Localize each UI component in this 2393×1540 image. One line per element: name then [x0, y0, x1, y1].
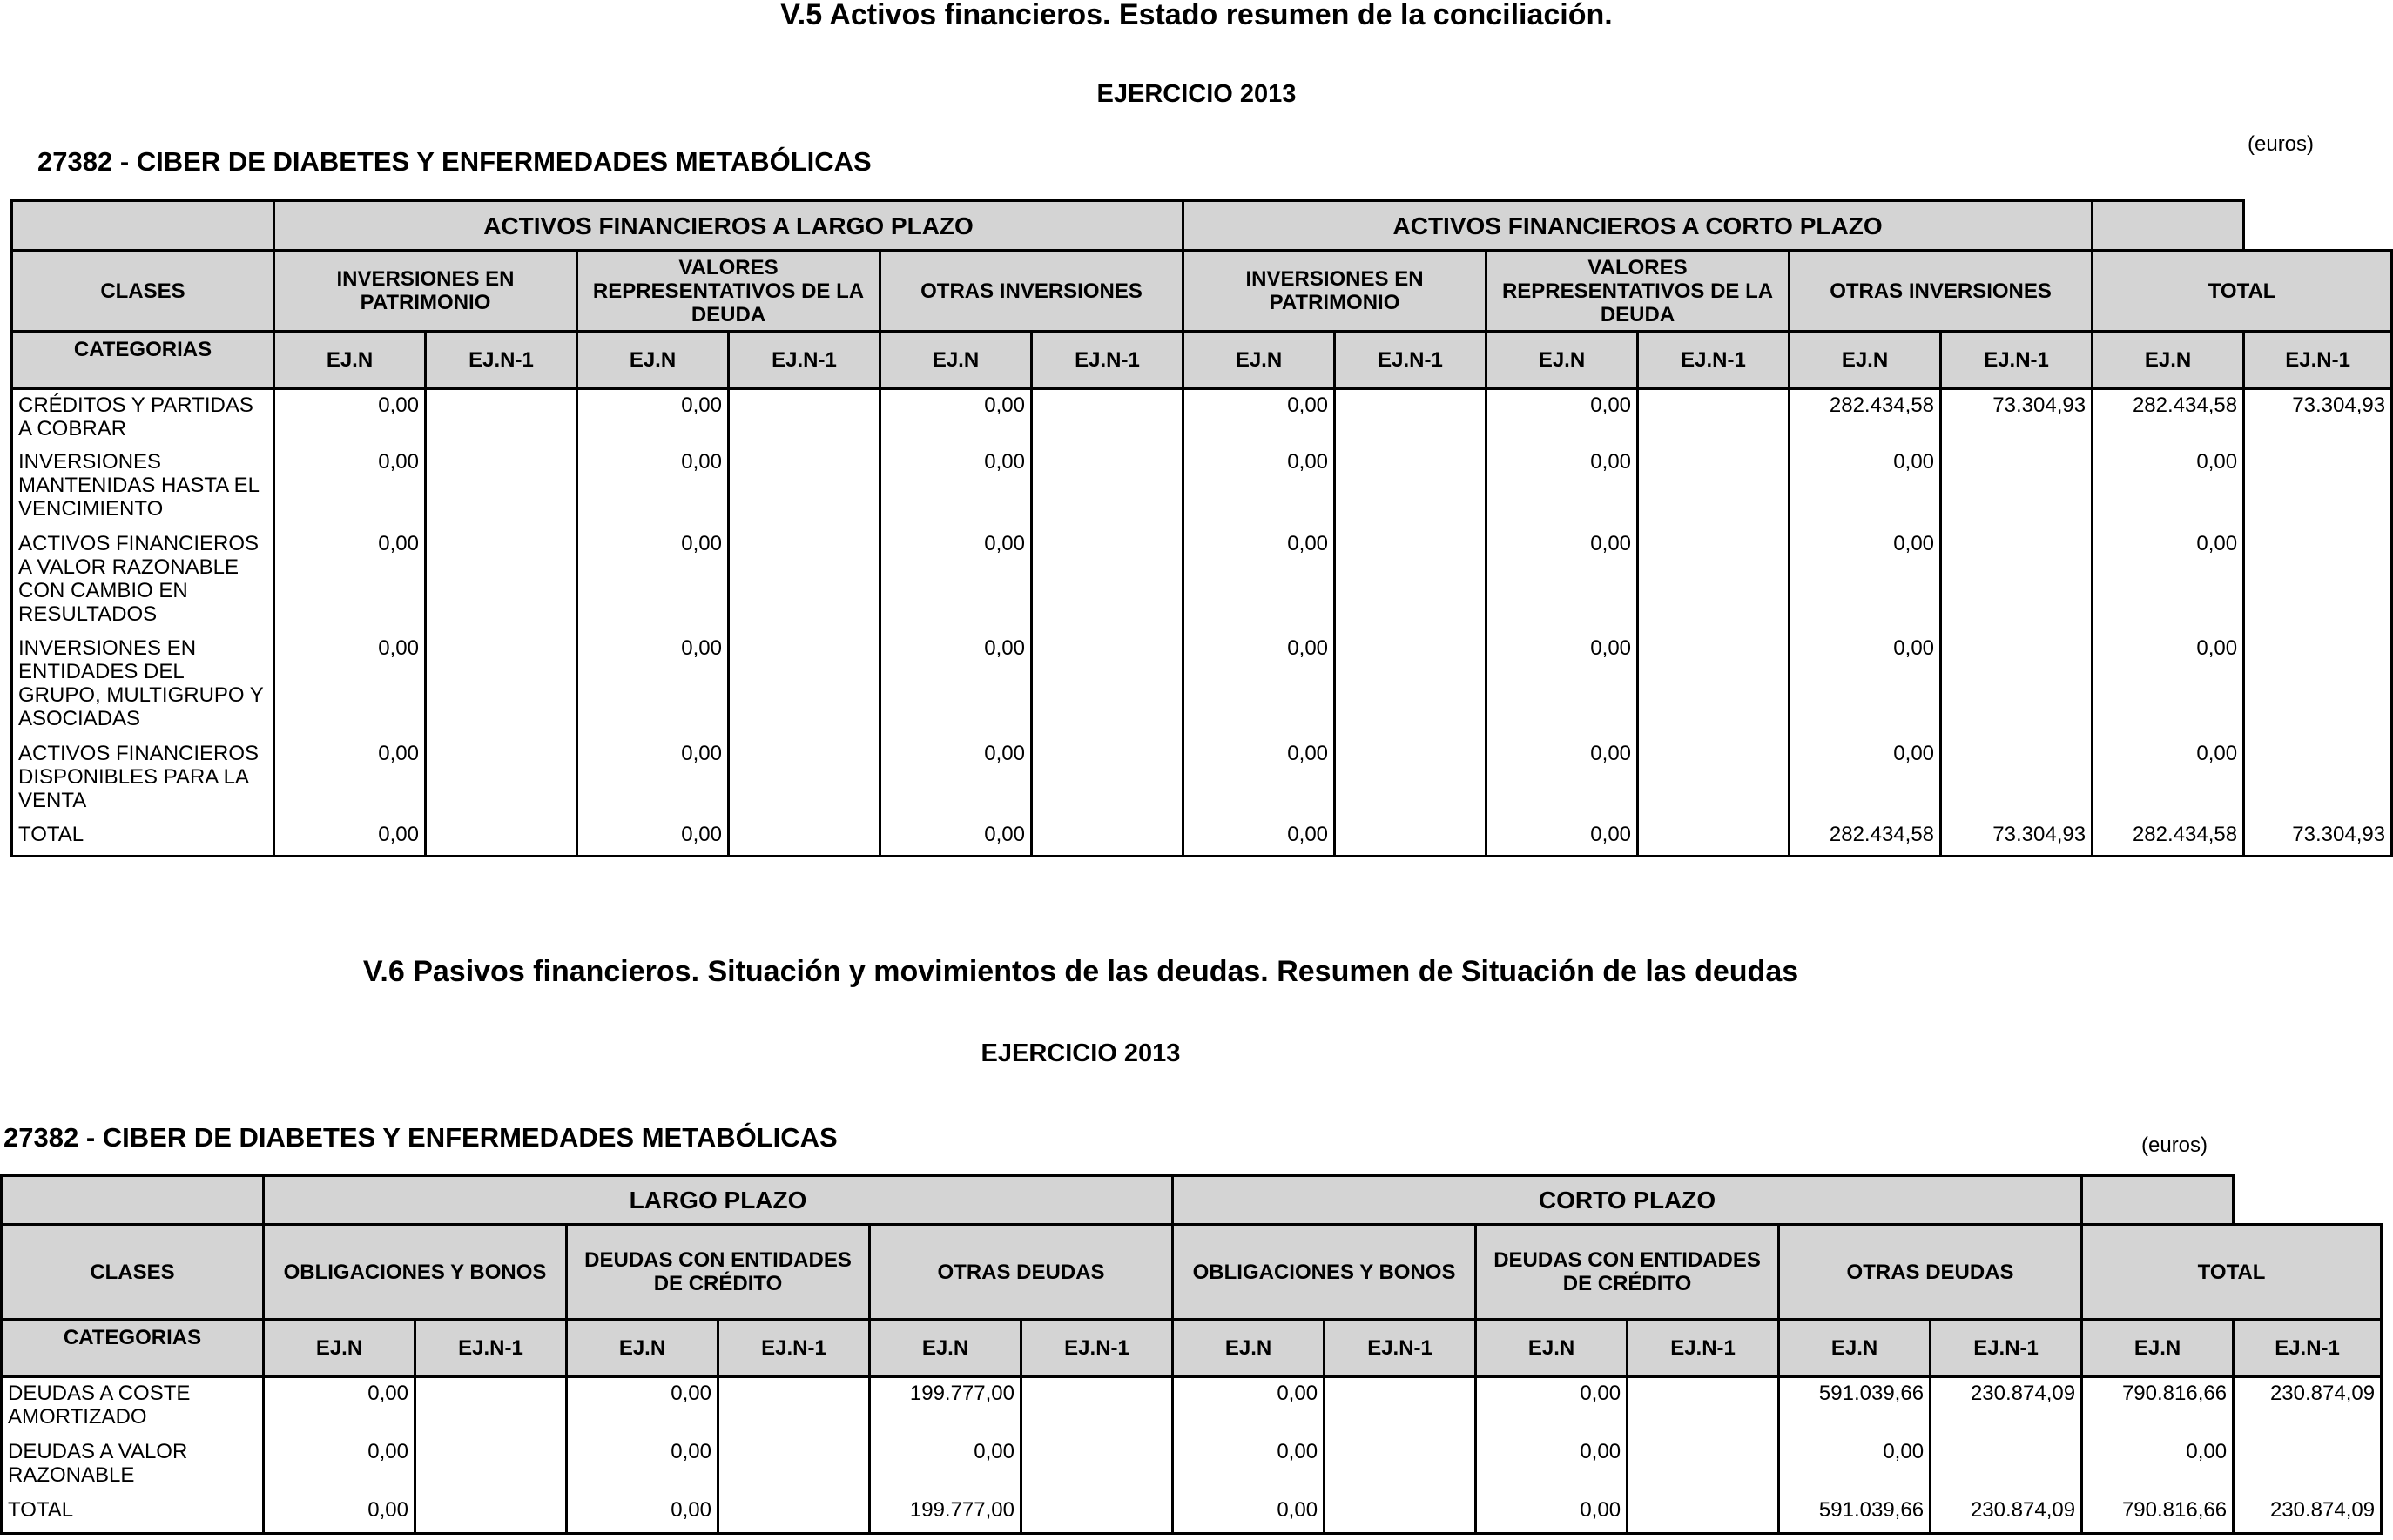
- liabilities-value-cell: 0,00: [1173, 1377, 1325, 1436]
- liabilities-value-cell: 0,00: [264, 1495, 415, 1534]
- assets-value-cell: [1941, 633, 2093, 738]
- liabilities-value-cell: [1021, 1495, 1173, 1534]
- assets-value-cell: 0,00: [1183, 633, 1335, 738]
- liabilities-group-header-row: [2, 1176, 2382, 1225]
- assets-row-label: CRÉDITOS Y PARTIDAS A COBRAR: [12, 389, 274, 447]
- assets-value-cell: 0,00: [577, 528, 729, 633]
- assets-row-label: ACTIVOS FINANCIEROS A VALOR RAZONABLE CON CAMBIO EN RESULTADOS: [12, 528, 274, 633]
- liabilities-row-label: DEUDAS A COSTE AMORTIZADO: [2, 1377, 264, 1436]
- assets-value-cell: [1032, 738, 1183, 819]
- assets-value-cell: 0,00: [1790, 738, 1941, 819]
- assets-sub-header-row: [12, 332, 2392, 389]
- liabilities-cp-col-3-header: OTRAS DEUDAS: [1779, 1225, 2082, 1320]
- liabilities-value-cell: 0,00: [567, 1436, 718, 1495]
- assets-value-cell: [729, 447, 880, 528]
- liabilities-subheader-ejn: EJ.N: [2082, 1320, 2234, 1377]
- assets-value-cell: 282.434,58: [1790, 819, 1941, 857]
- assets-group-header-row: [12, 201, 2392, 251]
- assets-value-cell: 0,00: [1790, 528, 1941, 633]
- liabilities-value-cell: [2234, 1436, 2382, 1495]
- assets-value-cell: [1335, 819, 1486, 857]
- assets-value-cell: 73.304,93: [1941, 819, 2093, 857]
- liabilities-cp-col-1-header: OBLIGACIONES Y BONOS: [1173, 1225, 1476, 1320]
- assets-value-cell: [1638, 819, 1790, 857]
- liabilities-lp-col-2-header: DEUDAS CON ENTIDADES DE CRÉDITO: [567, 1225, 870, 1320]
- assets-row-label: INVERSIONES MANTENIDAS HASTA EL VENCIMIENTO: [12, 447, 274, 528]
- liabilities-section-title: V.6 Pasivos financieros. Situación y movimientos de las deudas. Resumen de Situación de las deudas: [362, 955, 1799, 988]
- assets-value-cell: [1638, 447, 1790, 528]
- liabilities-value-cell: 591.039,66: [1779, 1495, 1931, 1534]
- assets-row-label: TOTAL: [12, 819, 274, 857]
- liabilities-value-cell: 0,00: [264, 1436, 415, 1495]
- assets-value-cell: 0,00: [577, 447, 729, 528]
- assets-value-cell: [1335, 447, 1486, 528]
- assets-value-cell: 0,00: [2093, 633, 2244, 738]
- assets-value-cell: 0,00: [1790, 633, 1941, 738]
- liabilities-subheader-ejn1: EJ.N-1: [1628, 1320, 1779, 1377]
- assets-value-cell: 282.434,58: [2093, 819, 2244, 857]
- liabilities-value-cell: [718, 1495, 870, 1534]
- assets-value-cell: 0,00: [274, 447, 426, 528]
- assets-value-cell: [1335, 633, 1486, 738]
- assets-long-term-header: ACTIVOS FINANCIEROS A LARGO PLAZO: [274, 201, 1183, 251]
- assets-subheader-ejn: EJ.N: [1486, 332, 1638, 389]
- assets-value-cell: 0,00: [274, 389, 426, 447]
- liabilities-total-header: TOTAL: [2082, 1225, 2382, 1320]
- assets-value-cell: [729, 633, 880, 738]
- assets-value-cell: [426, 819, 577, 857]
- liabilities-value-cell: 0,00: [1779, 1436, 1931, 1495]
- assets-ejercicio: EJERCICIO 2013: [1096, 80, 1297, 108]
- liabilities-lp-col-1-header: OBLIGACIONES Y BONOS: [264, 1225, 567, 1320]
- assets-lp-col-3-header: OTRAS INVERSIONES: [880, 251, 1183, 332]
- liabilities-clases-header: CLASES: [2, 1225, 264, 1320]
- assets-subheader-ejn: EJ.N: [577, 332, 729, 389]
- assets-value-cell: [1638, 528, 1790, 633]
- liabilities-value-cell: 199.777,00: [870, 1377, 1021, 1436]
- assets-row: [12, 633, 2392, 738]
- liabilities-row: [2, 1436, 2382, 1495]
- liabilities-value-cell: 0,00: [1476, 1436, 1628, 1495]
- assets-value-cell: 0,00: [1486, 819, 1638, 857]
- assets-value-cell: [426, 633, 577, 738]
- liabilities-value-cell: [1325, 1495, 1476, 1534]
- liabilities-cp-col-2-header: DEUDAS CON ENTIDADES DE CRÉDITO: [1476, 1225, 1779, 1320]
- liabilities-value-cell: 0,00: [1476, 1377, 1628, 1436]
- assets-value-cell: 0,00: [880, 447, 1032, 528]
- liabilities-long-term-header: LARGO PLAZO: [264, 1176, 1173, 1225]
- liabilities-subheader-ejn1: EJ.N-1: [1325, 1320, 1476, 1377]
- liabilities-subheader-ejn: EJ.N: [1173, 1320, 1325, 1377]
- liabilities-value-cell: [1325, 1377, 1476, 1436]
- liabilities-value-cell: [718, 1436, 870, 1495]
- assets-value-cell: 73.304,93: [1941, 389, 2093, 447]
- liabilities-value-cell: [1021, 1436, 1173, 1495]
- assets-value-cell: 0,00: [880, 738, 1032, 819]
- assets-lp-col-2-header: VALORES REPRESENTATIVOS DE LA DEUDA: [577, 251, 880, 332]
- assets-row: [12, 447, 2392, 528]
- assets-subheader-ejn1: EJ.N-1: [2244, 332, 2392, 389]
- assets-value-cell: 73.304,93: [2244, 389, 2392, 447]
- assets-value-cell: [2244, 738, 2392, 819]
- assets-value-cell: 282.434,58: [2093, 389, 2244, 447]
- assets-value-cell: 0,00: [577, 633, 729, 738]
- liabilities-value-cell: 230.874,09: [2234, 1495, 2382, 1534]
- assets-cp-col-1-header: INVERSIONES EN PATRIMONIO: [1183, 251, 1486, 332]
- assets-value-cell: [1335, 528, 1486, 633]
- assets-value-cell: 0,00: [1486, 633, 1638, 738]
- assets-value-cell: 0,00: [1486, 447, 1638, 528]
- liabilities-ejercicio: EJERCICIO 2013: [981, 1039, 1181, 1067]
- liabilities-row: [2, 1377, 2382, 1436]
- assets-value-cell: 282.434,58: [1790, 389, 1941, 447]
- assets-value-cell: [2244, 447, 2392, 528]
- assets-subheader-ejn: EJ.N: [1790, 332, 1941, 389]
- assets-value-cell: [426, 447, 577, 528]
- assets-subheader-ejn: EJ.N: [2093, 332, 2244, 389]
- assets-value-cell: 0,00: [577, 819, 729, 857]
- assets-total-group-blank: [2093, 201, 2244, 251]
- assets-row: [12, 738, 2392, 819]
- assets-value-cell: 0,00: [577, 738, 729, 819]
- liabilities-total-group-blank: [2082, 1176, 2234, 1225]
- liabilities-value-cell: 0,00: [1173, 1495, 1325, 1534]
- assets-value-cell: 0,00: [274, 633, 426, 738]
- liabilities-subheader-ejn: EJ.N: [870, 1320, 1021, 1377]
- assets-categorias-header: CATEGORIAS: [12, 332, 274, 389]
- assets-value-cell: [1638, 738, 1790, 819]
- liabilities-row-label: DEUDAS A VALOR RAZONABLE: [2, 1436, 264, 1495]
- assets-value-cell: [1941, 528, 2093, 633]
- assets-value-cell: [1335, 738, 1486, 819]
- assets-section-title: V.5 Activos financieros. Estado resumen de la conciliación.: [780, 0, 1613, 31]
- assets-row: [12, 389, 2392, 447]
- liabilities-value-cell: 230.874,09: [2234, 1377, 2382, 1436]
- liabilities-value-cell: [1931, 1436, 2082, 1495]
- assets-value-cell: 0,00: [1486, 738, 1638, 819]
- liabilities-value-cell: 591.039,66: [1779, 1377, 1931, 1436]
- assets-value-cell: 0,00: [1183, 447, 1335, 528]
- liabilities-value-cell: 0,00: [567, 1495, 718, 1534]
- liabilities-class-header-row: [2, 1225, 2382, 1320]
- assets-value-cell: [1941, 738, 2093, 819]
- liabilities-value-cell: 790.816,66: [2082, 1377, 2234, 1436]
- assets-value-cell: [426, 389, 577, 447]
- assets-value-cell: [729, 528, 880, 633]
- assets-value-cell: 0,00: [880, 633, 1032, 738]
- assets-value-cell: [1941, 447, 2093, 528]
- assets-subheader-ejn: EJ.N: [880, 332, 1032, 389]
- assets-value-cell: 0,00: [1486, 389, 1638, 447]
- assets-corner-cell: [12, 201, 274, 251]
- assets-clases-header: CLASES: [12, 251, 274, 332]
- liabilities-value-cell: [1628, 1495, 1779, 1534]
- liabilities-value-cell: 0,00: [1173, 1436, 1325, 1495]
- assets-value-cell: [729, 389, 880, 447]
- liabilities-subheader-ejn: EJ.N: [1779, 1320, 1931, 1377]
- assets-row-label: ACTIVOS FINANCIEROS DISPONIBLES PARA LA VENTA: [12, 738, 274, 819]
- assets-value-cell: 0,00: [2093, 528, 2244, 633]
- assets-value-cell: [1032, 389, 1183, 447]
- assets-unit-label: (euros): [2248, 132, 2315, 156]
- liabilities-value-cell: 230.874,09: [1931, 1495, 2082, 1534]
- liabilities-subheader-ejn1: EJ.N-1: [2234, 1320, 2382, 1377]
- assets-value-cell: [729, 738, 880, 819]
- liabilities-row-label: TOTAL: [2, 1495, 264, 1534]
- assets-value-cell: 0,00: [274, 819, 426, 857]
- assets-value-cell: 0,00: [880, 528, 1032, 633]
- liabilities-subheader-ejn: EJ.N: [567, 1320, 718, 1377]
- liabilities-value-cell: 0,00: [567, 1377, 718, 1436]
- assets-value-cell: 0,00: [577, 389, 729, 447]
- assets-cp-col-3-header: OTRAS INVERSIONES: [1790, 251, 2093, 332]
- assets-table: [10, 199, 2393, 857]
- assets-subheader-ejn1: EJ.N-1: [1032, 332, 1183, 389]
- assets-value-cell: 0,00: [1790, 447, 1941, 528]
- assets-subheader-ejn1: EJ.N-1: [426, 332, 577, 389]
- assets-value-cell: [1638, 389, 1790, 447]
- assets-value-cell: [1032, 633, 1183, 738]
- assets-value-cell: 0,00: [1183, 819, 1335, 857]
- assets-subheader-ejn1: EJ.N-1: [1638, 332, 1790, 389]
- liabilities-categorias-header: CATEGORIAS: [2, 1320, 264, 1377]
- assets-value-cell: 0,00: [1183, 389, 1335, 447]
- assets-class-header-row: [12, 251, 2392, 332]
- liabilities-value-cell: [1325, 1436, 1476, 1495]
- liabilities-value-cell: 0,00: [264, 1377, 415, 1436]
- assets-cp-col-2-header: VALORES REPRESENTATIVOS DE LA DEUDA: [1486, 251, 1790, 332]
- assets-row: [12, 528, 2392, 633]
- assets-value-cell: 0,00: [274, 738, 426, 819]
- assets-total-header: TOTAL: [2093, 251, 2392, 332]
- assets-value-cell: [1638, 633, 1790, 738]
- assets-value-cell: [2244, 633, 2392, 738]
- assets-subheader-ejn1: EJ.N-1: [1335, 332, 1486, 389]
- liabilities-value-cell: [415, 1495, 567, 1534]
- assets-value-cell: 0,00: [880, 819, 1032, 857]
- liabilities-value-cell: 0,00: [870, 1436, 1021, 1495]
- assets-value-cell: 0,00: [1183, 738, 1335, 819]
- liabilities-sub-header-row: [2, 1320, 2382, 1377]
- assets-value-cell: 0,00: [880, 389, 1032, 447]
- liabilities-subheader-ejn1: EJ.N-1: [415, 1320, 567, 1377]
- assets-value-cell: [1032, 819, 1183, 857]
- liabilities-value-cell: [1628, 1377, 1779, 1436]
- assets-subheader-ejn: EJ.N: [274, 332, 426, 389]
- liabilities-table: [0, 1174, 2383, 1535]
- liabilities-value-cell: 0,00: [2082, 1436, 2234, 1495]
- assets-value-cell: [1335, 389, 1486, 447]
- assets-subheader-ejn: EJ.N: [1183, 332, 1335, 389]
- assets-lp-col-1-header: INVERSIONES EN PATRIMONIO: [274, 251, 577, 332]
- liabilities-subheader-ejn1: EJ.N-1: [718, 1320, 870, 1377]
- assets-value-cell: [426, 528, 577, 633]
- liabilities-subheader-ejn1: EJ.N-1: [1931, 1320, 2082, 1377]
- assets-subheader-ejn1: EJ.N-1: [729, 332, 880, 389]
- liabilities-value-cell: [718, 1377, 870, 1436]
- liabilities-short-term-header: CORTO PLAZO: [1173, 1176, 2082, 1225]
- liabilities-subheader-ejn: EJ.N: [1476, 1320, 1628, 1377]
- assets-value-cell: 0,00: [1486, 528, 1638, 633]
- liabilities-subheader-ejn1: EJ.N-1: [1021, 1320, 1173, 1377]
- assets-value-cell: 0,00: [2093, 738, 2244, 819]
- liabilities-value-cell: 230.874,09: [1931, 1377, 2082, 1436]
- assets-value-cell: 0,00: [1183, 528, 1335, 633]
- assets-short-term-header: ACTIVOS FINANCIEROS A CORTO PLAZO: [1183, 201, 2093, 251]
- liabilities-value-cell: 0,00: [1476, 1495, 1628, 1534]
- assets-value-cell: [2244, 528, 2392, 633]
- liabilities-corner-cell: [2, 1176, 264, 1225]
- liabilities-value-cell: [1628, 1436, 1779, 1495]
- liabilities-value-cell: [1021, 1377, 1173, 1436]
- assets-row-label: INVERSIONES EN ENTIDADES DEL GRUPO, MULTIGRUPO Y ASOCIADAS: [12, 633, 274, 738]
- assets-value-cell: [1032, 528, 1183, 633]
- liabilities-entity-name: 27382 - CIBER DE DIABETES Y ENFERMEDADES METABÓLICAS: [3, 1122, 838, 1153]
- liabilities-value-cell: [415, 1377, 567, 1436]
- liabilities-value-cell: 790.816,66: [2082, 1495, 2234, 1534]
- assets-subheader-ejn1: EJ.N-1: [1941, 332, 2093, 389]
- assets-value-cell: [426, 738, 577, 819]
- assets-value-cell: 73.304,93: [2244, 819, 2392, 857]
- assets-entity-name: 27382 - CIBER DE DIABETES Y ENFERMEDADES METABÓLICAS: [37, 146, 872, 177]
- liabilities-unit-label: (euros): [2141, 1133, 2208, 1157]
- liabilities-lp-col-3-header: OTRAS DEUDAS: [870, 1225, 1173, 1320]
- liabilities-value-cell: 199.777,00: [870, 1495, 1021, 1534]
- assets-value-cell: [1032, 447, 1183, 528]
- assets-value-cell: [729, 819, 880, 857]
- assets-value-cell: 0,00: [274, 528, 426, 633]
- liabilities-row: [2, 1495, 2382, 1534]
- liabilities-value-cell: [415, 1436, 567, 1495]
- liabilities-subheader-ejn: EJ.N: [264, 1320, 415, 1377]
- assets-value-cell: 0,00: [2093, 447, 2244, 528]
- assets-row: [12, 819, 2392, 857]
